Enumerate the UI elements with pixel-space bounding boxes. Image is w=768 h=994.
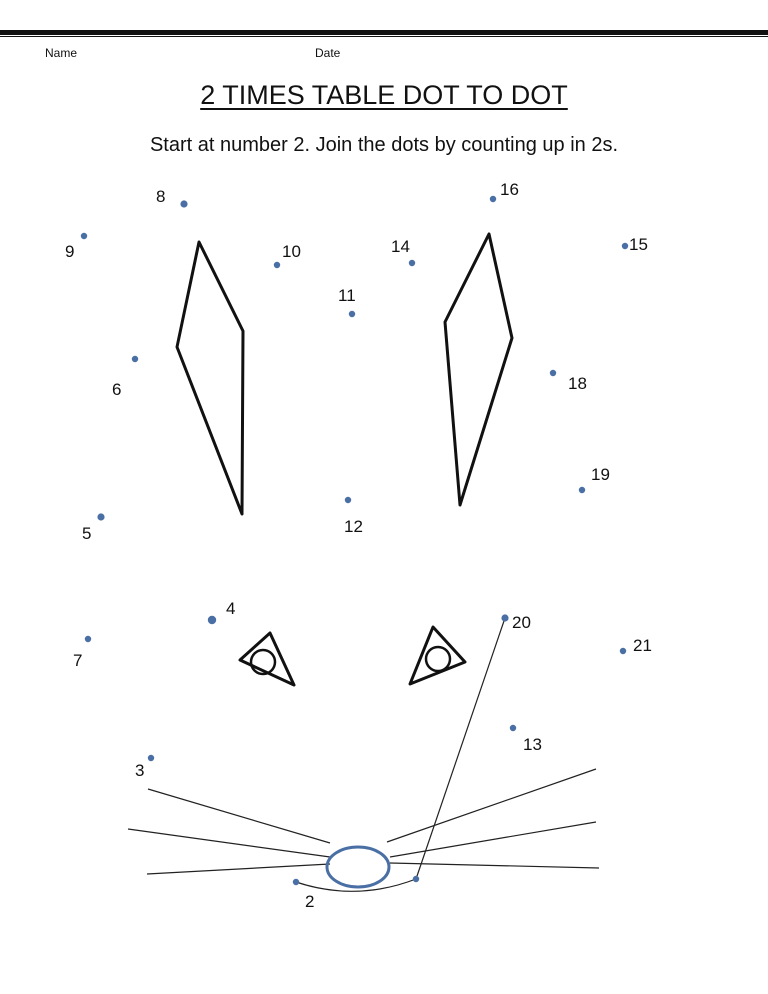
dot-19 (579, 487, 585, 493)
dot-14 (409, 260, 415, 266)
dot-13 (510, 725, 516, 731)
dot-label-18: 18 (568, 374, 587, 393)
left-ear (177, 242, 243, 514)
dot-3 (148, 755, 154, 761)
dot-label-10: 10 (282, 242, 301, 261)
dot-label-20: 20 (512, 613, 531, 632)
dot-7 (85, 636, 91, 642)
dot-5 (97, 513, 104, 520)
right-eye-triangle (410, 627, 465, 684)
dot-21 (620, 648, 626, 654)
dot-label-5: 5 (82, 524, 92, 543)
dot-label-21: 21 (633, 636, 652, 655)
dot-4 (208, 616, 216, 624)
dot-9 (81, 233, 87, 239)
page-title: 2 TIMES TABLE DOT TO DOT (200, 80, 568, 110)
dot-label-11: 11 (338, 286, 356, 305)
whisker-right-2 (390, 822, 596, 857)
dot-label-7: 7 (73, 651, 83, 670)
instructions: Start at number 2. Join the dots by counting up in 2s. (149, 134, 619, 156)
dot-16 (490, 196, 496, 202)
dot-label-8: 8 (156, 187, 166, 206)
right-eye-pupil (426, 647, 450, 671)
right-ear (445, 234, 512, 505)
mouth-curve (296, 879, 416, 891)
dot-8 (180, 200, 187, 207)
whisker-left-2 (128, 829, 330, 857)
dot-label-2: 2 (305, 892, 315, 911)
whisker-right-1 (387, 769, 596, 842)
dot-nose-right (413, 876, 419, 882)
dot-label-19: 19 (591, 465, 610, 484)
dot-label-14: 14 (391, 237, 410, 256)
dot-label-16: 16 (500, 180, 519, 199)
dot-10 (274, 262, 280, 268)
dot-label-12: 12 (344, 517, 363, 536)
dot-label-4: 4 (226, 599, 236, 618)
dot-label-13: 13 (523, 735, 542, 754)
whisker-left-1 (148, 789, 330, 843)
dot-label-15: 15 (629, 235, 648, 254)
dot-18 (550, 370, 556, 376)
left-eye-triangle (240, 633, 294, 685)
dot-label-3: 3 (135, 761, 145, 780)
dot-2 (293, 879, 299, 885)
name-label: Name (45, 46, 78, 60)
dot-label-9: 9 (65, 242, 75, 261)
whisker-left-3 (147, 864, 330, 874)
dot-label-6: 6 (112, 380, 122, 399)
date-label: Date (315, 46, 341, 60)
dot-11 (349, 311, 355, 317)
dot-15 (622, 243, 628, 249)
dot-20 (501, 614, 508, 621)
nose (327, 847, 389, 887)
dot-12 (345, 497, 351, 503)
dot-6 (132, 356, 138, 362)
